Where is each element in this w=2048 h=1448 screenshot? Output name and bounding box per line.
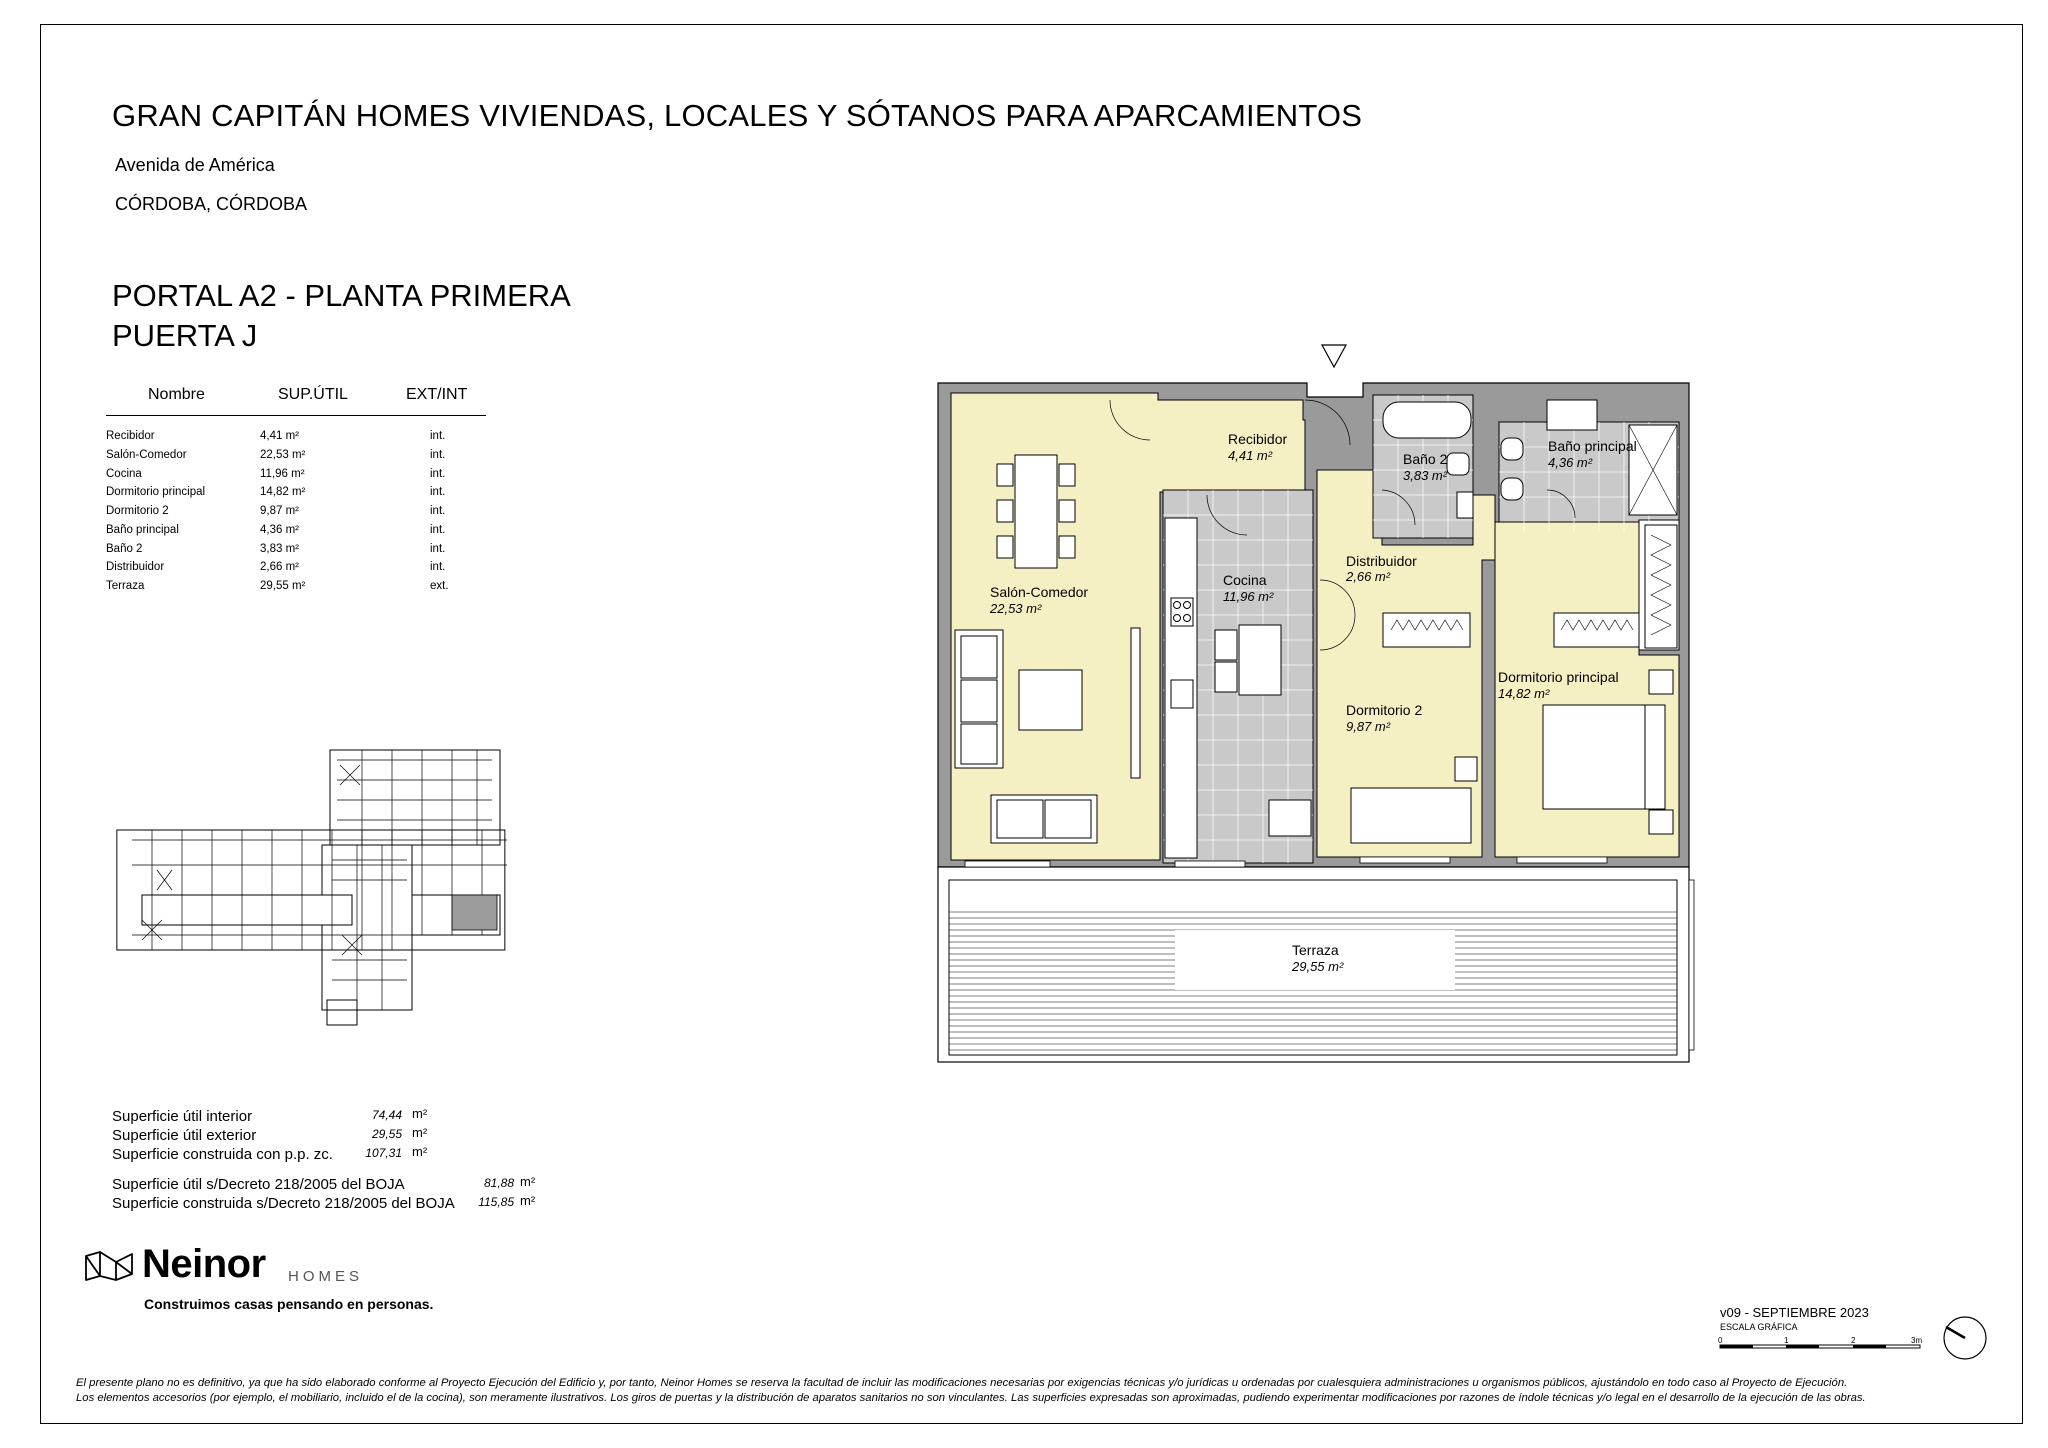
north-arrow-icon [1940,1313,1990,1363]
room-label-recibidor: Recibidor [1228,431,1288,447]
room-area-bano-2: 3,83 m² [1403,468,1448,483]
room-label-distribuidor: Distribuidor [1346,553,1417,569]
room-area-recibidor: 4,41 m² [1228,448,1273,463]
disclaimer-line-1: El presente plano no es definitivo, ya que ha sido elaborado conforme al Proyecto Ejecución del Edificio y, por tanto, Neinor Homes se reserva la facultad de incluir las modificaciones necesarias por exigencias técnicas y/o jurídicas u ordenadas por cualesquiera administraciones u organismos públicos, ajustándolo en todo caso al Proyecto de Ejecución. [76,1377,1848,1389]
room-label-dormitorio-2: Dormitorio 2 [1346,702,1423,718]
total-row: Superficie construida con p.p. zc. 107,31 m² [112,1144,428,1163]
door-label: PUERTA J [112,318,258,353]
room-label-salon: Salón-Comedor [990,584,1089,600]
scale-tick-1: 1 [1784,1336,1789,1345]
total-row: Superficie útil s/Decreto 218/2005 del BOJA 81,88 m² [112,1174,536,1193]
unit-highlight [452,895,497,930]
version-label: v09 - SEPTIEMBRE 2023 [1720,1305,1869,1320]
brand-tagline: Construimos casas pensando en personas. [144,1296,434,1312]
table-row: Distribuidor 2,66 m² int. [106,561,446,573]
total-row: Superficie construida s/Decreto 218/2005 del BOJA 115,85 m² [112,1193,536,1212]
table-header-name: Nombre [148,386,205,403]
address-street: Avenida de América [115,155,275,175]
portal-floor: PORTAL A2 - PLANTA PRIMERA [112,278,571,313]
room-area-bano-principal: 4,36 m² [1548,455,1593,470]
brand-sub: HOMES [288,1268,364,1285]
room-label-bano-principal: Baño principal [1548,438,1637,454]
room-area-cocina: 11,96 m² [1223,589,1274,604]
total-row: Superficie útil exterior 29,55 m² [112,1125,428,1144]
room-label-cocina: Cocina [1223,572,1267,588]
table-row: Baño 2 3,83 m² int. [106,543,446,555]
table-header-area: SUP.ÚTIL [278,386,348,403]
table-row: Baño principal 4,36 m² int. [106,524,446,536]
room-area-dormitorio-principal: 14,82 m² [1498,686,1550,701]
room-label-dormitorio-principal: Dormitorio principal [1498,669,1619,685]
scale-tick-0: 0 [1718,1336,1723,1345]
page-title: GRAN CAPITÁN HOMES VIVIENDAS, LOCALES Y SÓTANOS PARA APARCAMIENTOS [112,98,1363,133]
room-label-bano-2: Baño 2 [1403,451,1448,467]
table-row: Recibidor 4,41 m² int. [106,430,446,442]
floor-plan [935,340,1695,1070]
room-area-dormitorio-2: 9,87 m² [1346,719,1391,734]
room-area-distribuidor: 2,66 m² [1346,569,1391,584]
entrance-arrow-icon [1322,345,1346,367]
scale-tick-3: 3m [1911,1336,1923,1345]
table-row: Salón-Comedor 22,53 m² int. [106,449,446,461]
table-rule [106,415,486,416]
brand-name: Neinor [142,1242,266,1286]
table-row: Cocina 11,96 m² int. [106,468,446,480]
total-row: Superficie útil interior 74,44 m² [112,1106,428,1125]
key-plan [112,745,512,1030]
room-label-terraza: Terraza [1292,942,1339,958]
disclaimer-line-2: Los elementos accesorios (por ejemplo, el mobiliario, incluido el de la cocina), son meramente ilustrativos. Los giros de puertas y la distribución de aparatos sanitarios no son vinculantes. Las superficies expresadas son aproximadas, pudiendo experimentar modificaciones por razones de índole técnicas y/o legal en el desarrollo de la ejecución de las obras. [76,1392,1866,1404]
table-row: Terraza 29,55 m² ext. [106,580,449,592]
table-row: Dormitorio 2 9,87 m² int. [106,505,446,517]
table-row: Dormitorio principal 14,82 m² int. [106,486,446,498]
neinor-logo-icon [84,1250,134,1282]
address-city: CÓRDOBA, CÓRDOBA [115,194,308,214]
scale-label: ESCALA GRÁFICA [1720,1322,1798,1332]
scale-tick-2: 2 [1851,1336,1856,1345]
room-area-terraza: 29,55 m² [1292,959,1344,974]
scale-bar [1715,1333,1925,1361]
room-area-salon: 22,53 m² [990,601,1042,616]
table-header-type: EXT/INT [406,386,468,403]
